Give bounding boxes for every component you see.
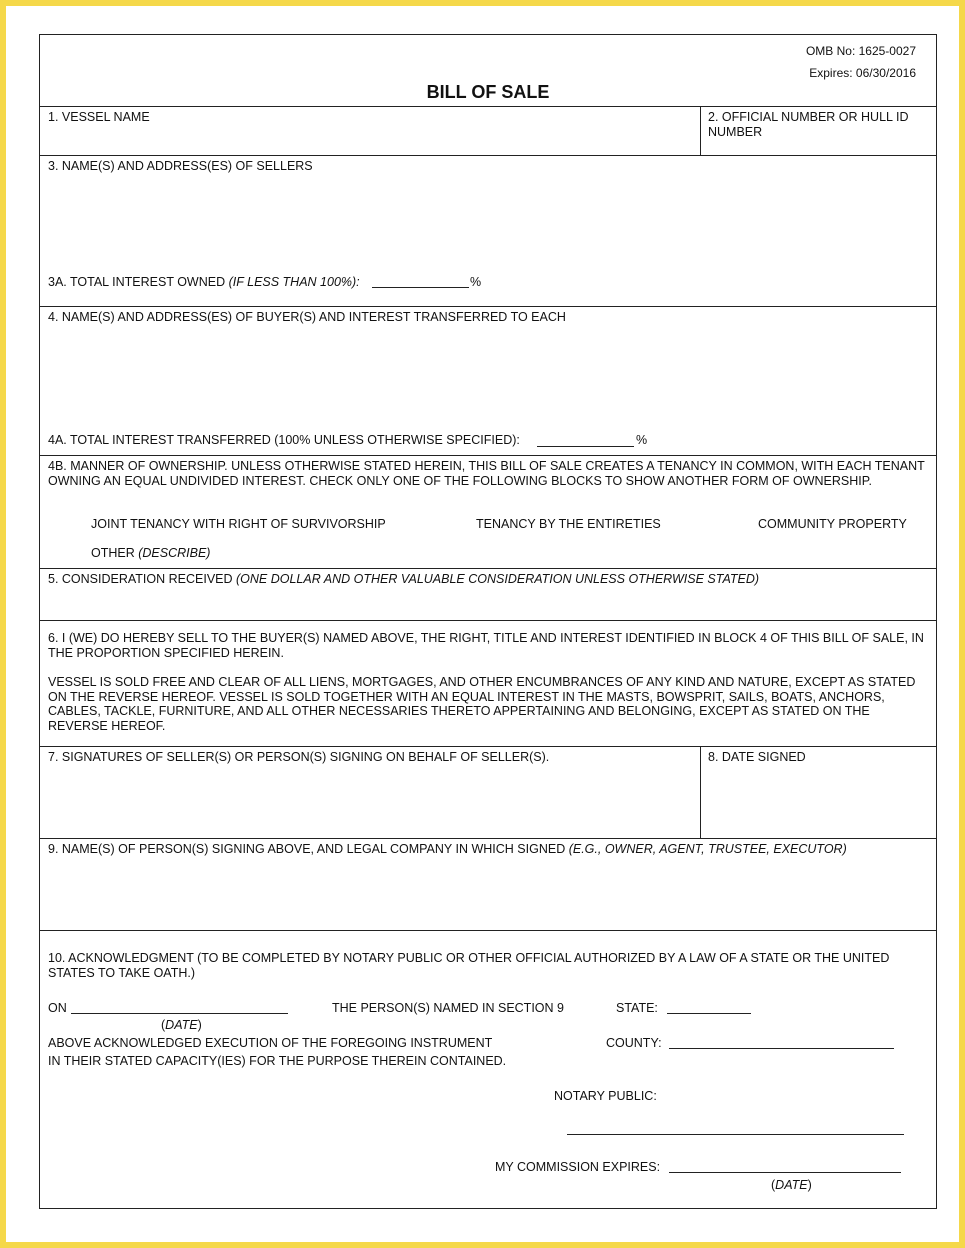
persons-named-label: THE PERSON(S) NAMED IN SECTION 9 (332, 1001, 564, 1015)
buyers-section (40, 307, 936, 456)
stated-capacity-text: IN THEIR STATED CAPACITY(IES) FOR THE PURPOSE THEREIN CONTAINED. (48, 1054, 507, 1068)
date-signed-label: 8. DATE SIGNED (708, 750, 806, 764)
manner-of-ownership-section (40, 456, 936, 569)
seller-signatures-label: 7. SIGNATURES OF SELLER(S) OR PERSON(S) SIGNING ON BEHALF OF SELLER(S). (48, 750, 550, 764)
notary-signature-blank[interactable] (567, 1134, 904, 1135)
option-tenancy-entireties[interactable]: TENANCY BY THE ENTIRETIES (476, 517, 661, 531)
sale-statement-section (40, 621, 936, 747)
sellers-label: 3. NAME(S) AND ADDRESS(ES) OF SELLERS (48, 159, 313, 173)
form-title: BILL OF SALE (426, 82, 550, 102)
commission-expires-blank[interactable] (669, 1172, 901, 1173)
sale-statement-para1: 6. I (WE) DO HEREBY SELL TO THE BUYER(S) NAMED ABOVE, THE RIGHT, TITLE AND INTEREST IDENTIFIED IN BLOCK 4 OF THIS BILL OF SALE, IN THE PROPORTION SPECIFIED HEREIN. (48, 631, 924, 660)
omb-number: OMB No: 1625-0027 (805, 44, 916, 58)
divider (700, 107, 701, 155)
acknowledgment-section (40, 931, 936, 1208)
vessel-name-label: 1. VESSEL NAME (48, 110, 150, 124)
buyers-label: 4. NAME(S) AND ADDRESS(ES) OF BUYER(S) AND INTEREST TRANSFERRED TO EACH (48, 310, 566, 324)
percent-sign: % (470, 275, 482, 289)
divider (700, 747, 701, 838)
state-blank[interactable] (667, 1013, 751, 1014)
bill-of-sale-form (39, 34, 937, 1209)
acknowledgment-date-blank[interactable] (71, 1013, 288, 1014)
signature-row (40, 747, 936, 839)
acknowledgment-label: 10. ACKNOWLEDGMENT (TO BE COMPLETED BY NOTARY PUBLIC OR OTHER OFFICIAL AUTHORIZED BY A LAW OF A STATE OR THE UNITED STATES TO TAKE OATH.) (48, 951, 890, 980)
total-interest-transferred-label: 4A. TOTAL INTEREST TRANSFERRED (100% UNLESS OTHERWISE SPECIFIED): (48, 433, 520, 447)
county-blank[interactable] (669, 1048, 894, 1049)
consideration-label: 5. CONSIDERATION RECEIVED (ONE DOLLAR AND OTHER VALUABLE CONSIDERATION UNLESS OTHERWISE STATED) (48, 572, 760, 586)
sale-statement-para2: VESSEL IS SOLD FREE AND CLEAR OF ALL LIENS, MORTGAGES, AND OTHER ENCUMBRANCES OF ANY KIND AND NATURE, EXCEPT AS STATED ON THE REVERSE HEREOF. VESSEL IS SOLD TOGETHER WITH AN EQUAL INTEREST IN THE MASTS, BOWSPRIT, SAILS, BOATS, ANCHORS, CABLES, TACKLE, FURNITURE, AND ALL OTHER NECESSARIES THERETO APPERTAINING AND BELONGING, EXCEPT AS STATED ON THE REVERSE HEREOF. (48, 675, 916, 733)
notary-public-label: NOTARY PUBLIC: (554, 1089, 657, 1103)
commission-expires-label: MY COMMISSION EXPIRES: (495, 1160, 661, 1174)
state-label: STATE: (616, 1001, 658, 1015)
commission-date-caption: (DATE) (771, 1178, 812, 1192)
total-interest-transferred-blank[interactable] (537, 446, 634, 447)
acknowledged-execution-text: ABOVE ACKNOWLEDGED EXECUTION OF THE FOREGOING INSTRUMENT (48, 1036, 493, 1050)
vessel-identification-row (40, 107, 936, 156)
total-interest-owned-label: 3A. TOTAL INTEREST OWNED (IF LESS THAN 100%): (48, 275, 360, 289)
option-other[interactable]: OTHER (DESCRIBE) (91, 546, 211, 560)
expiration-date: Expires: 06/30/2016 (809, 66, 916, 80)
date-caption: (DATE) (161, 1018, 202, 1032)
form-header (40, 35, 936, 107)
county-label: COUNTY: (606, 1036, 662, 1050)
percent-sign: % (636, 433, 648, 447)
page (6, 6, 959, 1242)
option-community-property[interactable]: COMMUNITY PROPERTY (758, 517, 907, 531)
manner-of-ownership-text: 4B. MANNER OF OWNERSHIP. UNLESS OTHERWISE STATED HEREIN, THIS BILL OF SALE CREATES A TENANCY IN COMMON, WITH EACH TENANT OWNING AN EQUAL UNDIVIDED INTEREST. CHECK ONLY ONE OF THE FOLLOWING BLOCKS TO SHOW ANOTHER FORM OF OWNERSHIP. (48, 459, 925, 488)
official-number-label: 2. OFFICIAL NUMBER OR HULL ID NUMBER (708, 110, 909, 139)
total-interest-owned-blank[interactable] (372, 287, 469, 288)
on-label: ON (48, 1001, 67, 1015)
consideration-section (40, 569, 936, 621)
option-joint-tenancy[interactable]: JOINT TENANCY WITH RIGHT OF SURVIVORSHIP (91, 517, 386, 531)
signers-names-label: 9. NAME(S) OF PERSON(S) SIGNING ABOVE, AND LEGAL COMPANY IN WHICH SIGNED (E.G., OWNER, AGENT, TRUSTEE, EXECUTOR) (48, 842, 847, 856)
signers-names-section (40, 839, 936, 931)
sellers-section (40, 156, 936, 307)
